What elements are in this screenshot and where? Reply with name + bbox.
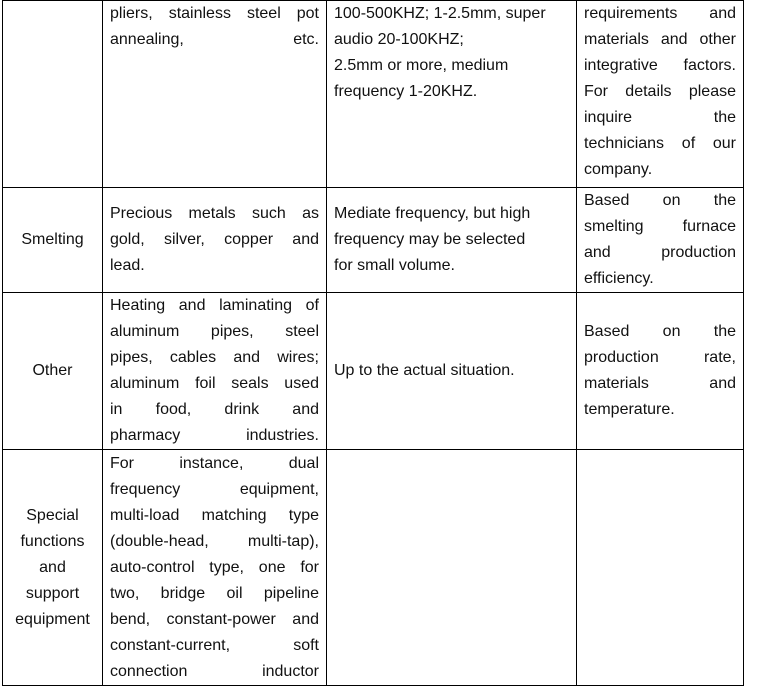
frequency-cell: 100-500KHZ; 1-2.5mm, super audio 20-100KHZ; 2.5mm or more, medium frequency 1-20KHZ. bbox=[327, 1, 577, 188]
materials-cell: For instance, dual frequency equipment, multi-load matching type (double-head, multi-tap), auto-control type, one for two, bridge oil pipeline bend, constant-power and constant-current, soft connection inductor bbox=[103, 450, 327, 686]
application-cell bbox=[3, 1, 103, 188]
notes-cell: Based on the production rate, materials and temperature. bbox=[577, 293, 744, 450]
application-cell: Special functions and support equipment bbox=[3, 450, 103, 686]
application-cell: Smelting bbox=[3, 188, 103, 293]
frequency-cell: Up to the actual situation. bbox=[327, 293, 577, 450]
table-row bbox=[3, 450, 744, 686]
materials-cell: Heating and laminating of aluminum pipes, steel pipes, cables and wires; aluminum foil seals used in food, drink and pharmacy industries. bbox=[103, 293, 327, 450]
table-row bbox=[3, 293, 744, 450]
application-cell: Other bbox=[3, 293, 103, 450]
notes-cell: requirements and materials and other integrative factors. For details please inquire the technicians of our company. bbox=[577, 1, 744, 188]
frequency-cell: Mediate frequency, but high frequency may be selected for small volume. bbox=[327, 188, 577, 293]
application-table bbox=[2, 0, 744, 686]
table-row bbox=[3, 1, 744, 188]
materials-cell: pliers, stainless steel pot annealing, etc. bbox=[103, 1, 327, 188]
materials-cell: Precious metals such as gold, silver, copper and lead. bbox=[103, 188, 327, 293]
frequency-cell bbox=[327, 450, 577, 686]
table-row bbox=[3, 188, 744, 293]
notes-cell bbox=[577, 450, 744, 686]
notes-cell: Based on the smelting furnace and production efficiency. bbox=[577, 188, 744, 293]
